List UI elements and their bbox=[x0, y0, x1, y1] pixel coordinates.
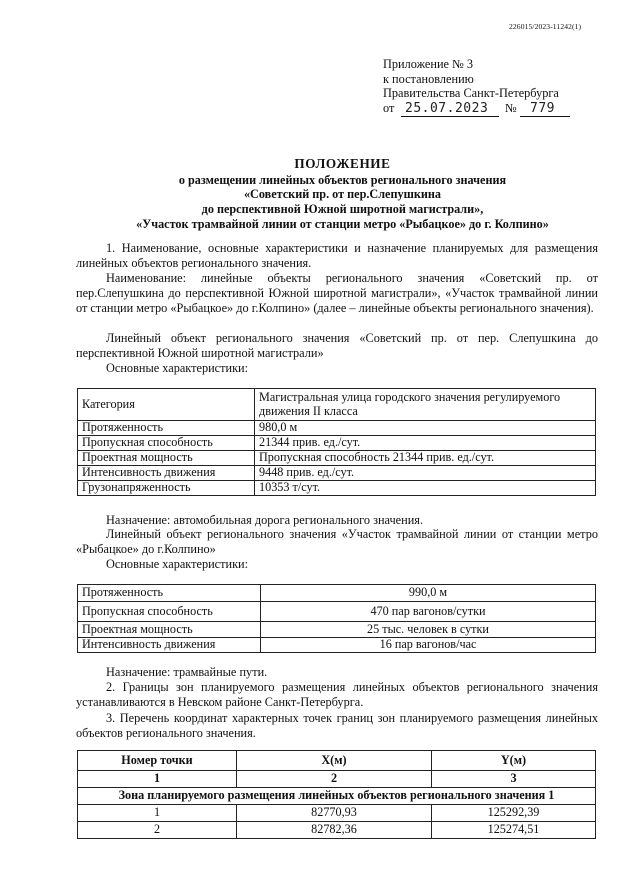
title-line-3: до перспективной Южной широтной магистрали», bbox=[201, 201, 484, 216]
paragraph-6: Линейный объект регионального значения «Участок трамвайной линии от станции метро «Рыбацкое» до г.Колпино» bbox=[76, 527, 598, 556]
paragraph-9: 2. Границы зон планируемого размещения линейных объектов регионального значения устанавливаются в Невском районе Санкт-Петербурга. bbox=[76, 680, 598, 709]
table-cell-label: Проектная мощность bbox=[78, 622, 261, 638]
title-line-2: «Советский пр. от пер.Слепушкина bbox=[243, 187, 442, 202]
table-cell-label: Протяженность bbox=[78, 421, 255, 436]
point-number: 2 bbox=[78, 822, 237, 839]
table-cell-value: 21344 прив. ед./сут. bbox=[255, 436, 596, 451]
table-cell-label: Интенсивность движения bbox=[78, 466, 255, 481]
y-coordinate: 125292,39 bbox=[432, 805, 596, 822]
paragraph-5: Назначение: автомобильная дорога регионального значения. bbox=[106, 513, 424, 527]
table-cell-label: Пропускная способность bbox=[78, 436, 255, 451]
characteristics-table-1 bbox=[77, 388, 596, 496]
column-index: 3 bbox=[432, 771, 596, 788]
table-row bbox=[78, 436, 596, 451]
table-cell-value: Магистральная улица городского значения регулируемого движения II класса bbox=[255, 389, 596, 421]
column-header: X(м) bbox=[237, 751, 432, 771]
table-cell-value: 10353 т/сут. bbox=[255, 481, 596, 496]
annex-date: 25.07.2023 bbox=[405, 100, 489, 116]
title-line-4: «Участок трамвайной линии от станции метро «Рыбацкое» до г. Колпино» bbox=[136, 216, 549, 231]
annex-header bbox=[383, 57, 559, 117]
table-row bbox=[78, 822, 596, 839]
paragraph-4: Основные характеристики: bbox=[106, 361, 249, 375]
characteristics-table-2 bbox=[77, 584, 596, 653]
paragraph-2: Наименование: линейные объекты регионального значения «Советский пр. от пер.Слепушкина до перспективной Южной широтной магистрали», «Участок трамвайной линии от станции метро «Рыбацкое» до г.Колпино» (далее – линейные объекты регионального значения). bbox=[76, 271, 598, 315]
date-underline bbox=[401, 116, 499, 117]
annex-line-2: к постановлению bbox=[383, 71, 474, 86]
point-number: 1 bbox=[78, 805, 237, 822]
table-index-row bbox=[78, 771, 596, 788]
table-row bbox=[78, 421, 596, 436]
table-cell-label: Протяженность bbox=[78, 585, 261, 602]
y-coordinate: 125274,51 bbox=[432, 822, 596, 839]
paragraph-10: 3. Перечень координат характерных точек границ зон планируемого размещения линейных объектов регионального значения. bbox=[76, 711, 598, 740]
date-prefix: от bbox=[383, 100, 395, 115]
table-row bbox=[78, 451, 596, 466]
table-row bbox=[78, 585, 596, 602]
column-header: Y(м) bbox=[432, 751, 596, 771]
coordinates-table bbox=[77, 750, 596, 839]
column-index: 2 bbox=[237, 771, 432, 788]
table-row bbox=[78, 466, 596, 481]
table-cell-label: Проектная мощность bbox=[78, 451, 255, 466]
document-id: 226015/2023-11242(1) bbox=[509, 22, 582, 31]
table-cell-value: Пропускная способность 21344 прив. ед./сут. bbox=[255, 451, 596, 466]
annex-date-row bbox=[383, 101, 559, 117]
paragraph-1: 1. Наименование, основные характеристики и назначение планируемых для размещения линейных объектов регионального значения. bbox=[76, 241, 598, 270]
x-coordinate: 82782,36 bbox=[237, 822, 432, 839]
table-cell-value: 990,0 м bbox=[261, 585, 596, 602]
table-row bbox=[78, 622, 596, 638]
table-row bbox=[78, 602, 596, 622]
column-index: 1 bbox=[78, 771, 237, 788]
table-header-row bbox=[78, 751, 596, 771]
x-coordinate: 82770,93 bbox=[237, 805, 432, 822]
table-cell-value: 16 пар вагонов/час bbox=[261, 638, 596, 653]
zone-title: Зона планируемого размещения линейных объектов регионального значения 1 bbox=[78, 788, 596, 805]
annex-line-3: Правительства Санкт-Петербурга bbox=[383, 86, 559, 101]
annex-line-1: Приложение № 3 bbox=[383, 57, 474, 71]
table-cell-value: 980,0 м bbox=[255, 421, 596, 436]
paragraph-8: Назначение: трамвайные пути. bbox=[106, 665, 268, 679]
title-line-1: о размещении линейных объектов регионального значения bbox=[178, 172, 507, 187]
column-header: Номер точки bbox=[78, 751, 237, 771]
table-cell-value: 9448 прив. ед./сут. bbox=[255, 466, 596, 481]
paragraph-3: Линейный объект регионального значения «Советский пр. от пер. Слепушкина до перспективной Южной широтной магистрали» bbox=[76, 331, 598, 360]
table-cell-value: 470 пар вагонов/сутки bbox=[261, 602, 596, 622]
number-underline bbox=[520, 116, 570, 117]
table-cell-value: 25 тыс. человек в сутки bbox=[261, 622, 596, 638]
table-cell-label: Грузонапряженность bbox=[78, 481, 255, 496]
table-cell-label: Пропускная способность bbox=[78, 602, 261, 622]
table-row bbox=[78, 481, 596, 496]
table-row bbox=[78, 638, 596, 653]
number-prefix: № bbox=[505, 100, 517, 115]
annex-number: 779 bbox=[530, 100, 555, 116]
title-heading: ПОЛОЖЕНИЕ bbox=[294, 156, 391, 171]
table-cell-label: Интенсивность движения bbox=[78, 638, 261, 653]
table-cell-label: Категория bbox=[78, 389, 255, 421]
zone-title-row bbox=[78, 788, 596, 805]
table-row bbox=[78, 805, 596, 822]
document-title bbox=[70, 156, 615, 231]
paragraph-7: Основные характеристики: bbox=[106, 557, 249, 571]
table-row bbox=[78, 389, 596, 421]
